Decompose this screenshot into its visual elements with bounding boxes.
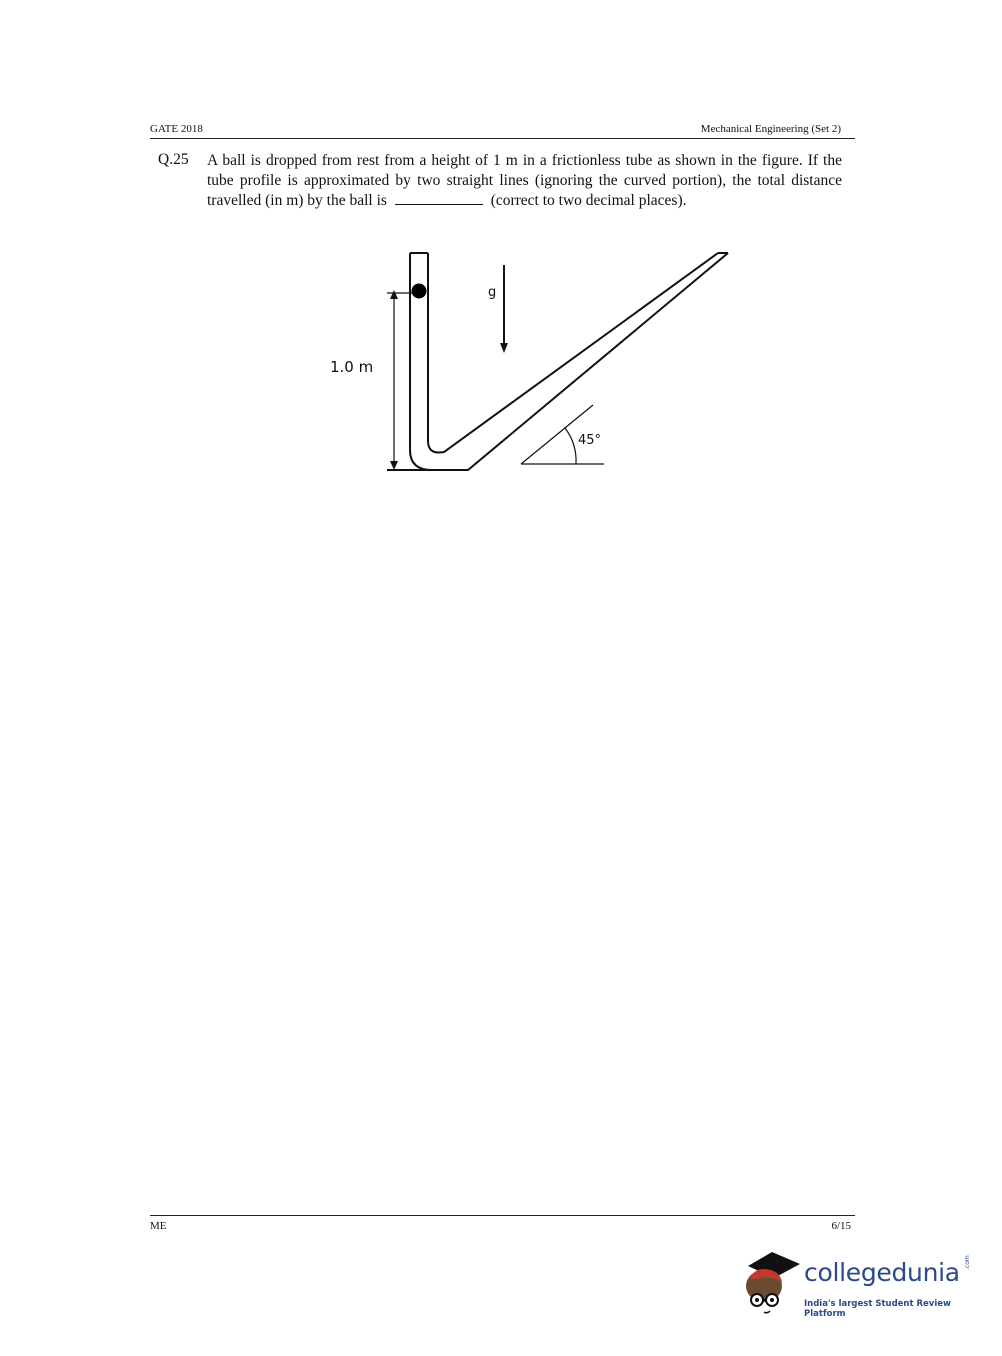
footer-page-number: 6/15 (831, 1220, 851, 1232)
logo-wordmark: collegedunia (804, 1258, 960, 1287)
header-paper: Mechanical Engineering (Set 2) (700, 123, 841, 135)
dimension-arrow-up (390, 290, 398, 299)
angle-arc (565, 428, 576, 464)
footer-branch: ME (150, 1220, 167, 1232)
tube-inner-wall (428, 253, 718, 453)
question-number: Q.25 (158, 151, 189, 168)
angle-label: 45° (578, 433, 602, 448)
footer-rule (150, 1215, 855, 1216)
height-label: 1.0 m (330, 358, 374, 376)
dimension-arrow-down (390, 461, 398, 470)
logo-tagline: India's largest Student Review Platform (804, 1299, 951, 1319)
question-text-part1: A ball is dropped from rest from a height of 1 m in a frictionless tube as shown in the figure. If the tube profile is approximated by two straight lines (ignoring the curved portion), the total distance travelled (in m) by the ball is (207, 152, 842, 209)
question-text-part2: (correct to two decimal places). (490, 192, 687, 209)
ball (412, 284, 427, 299)
gravity-label: g (488, 285, 497, 300)
collegedunia-logo (742, 1248, 972, 1318)
gravity-arrow-head (500, 343, 508, 353)
header-exam: GATE 2018 (150, 123, 203, 135)
logo-suffix: .com (964, 1255, 971, 1270)
mascot-icon (742, 1248, 802, 1318)
